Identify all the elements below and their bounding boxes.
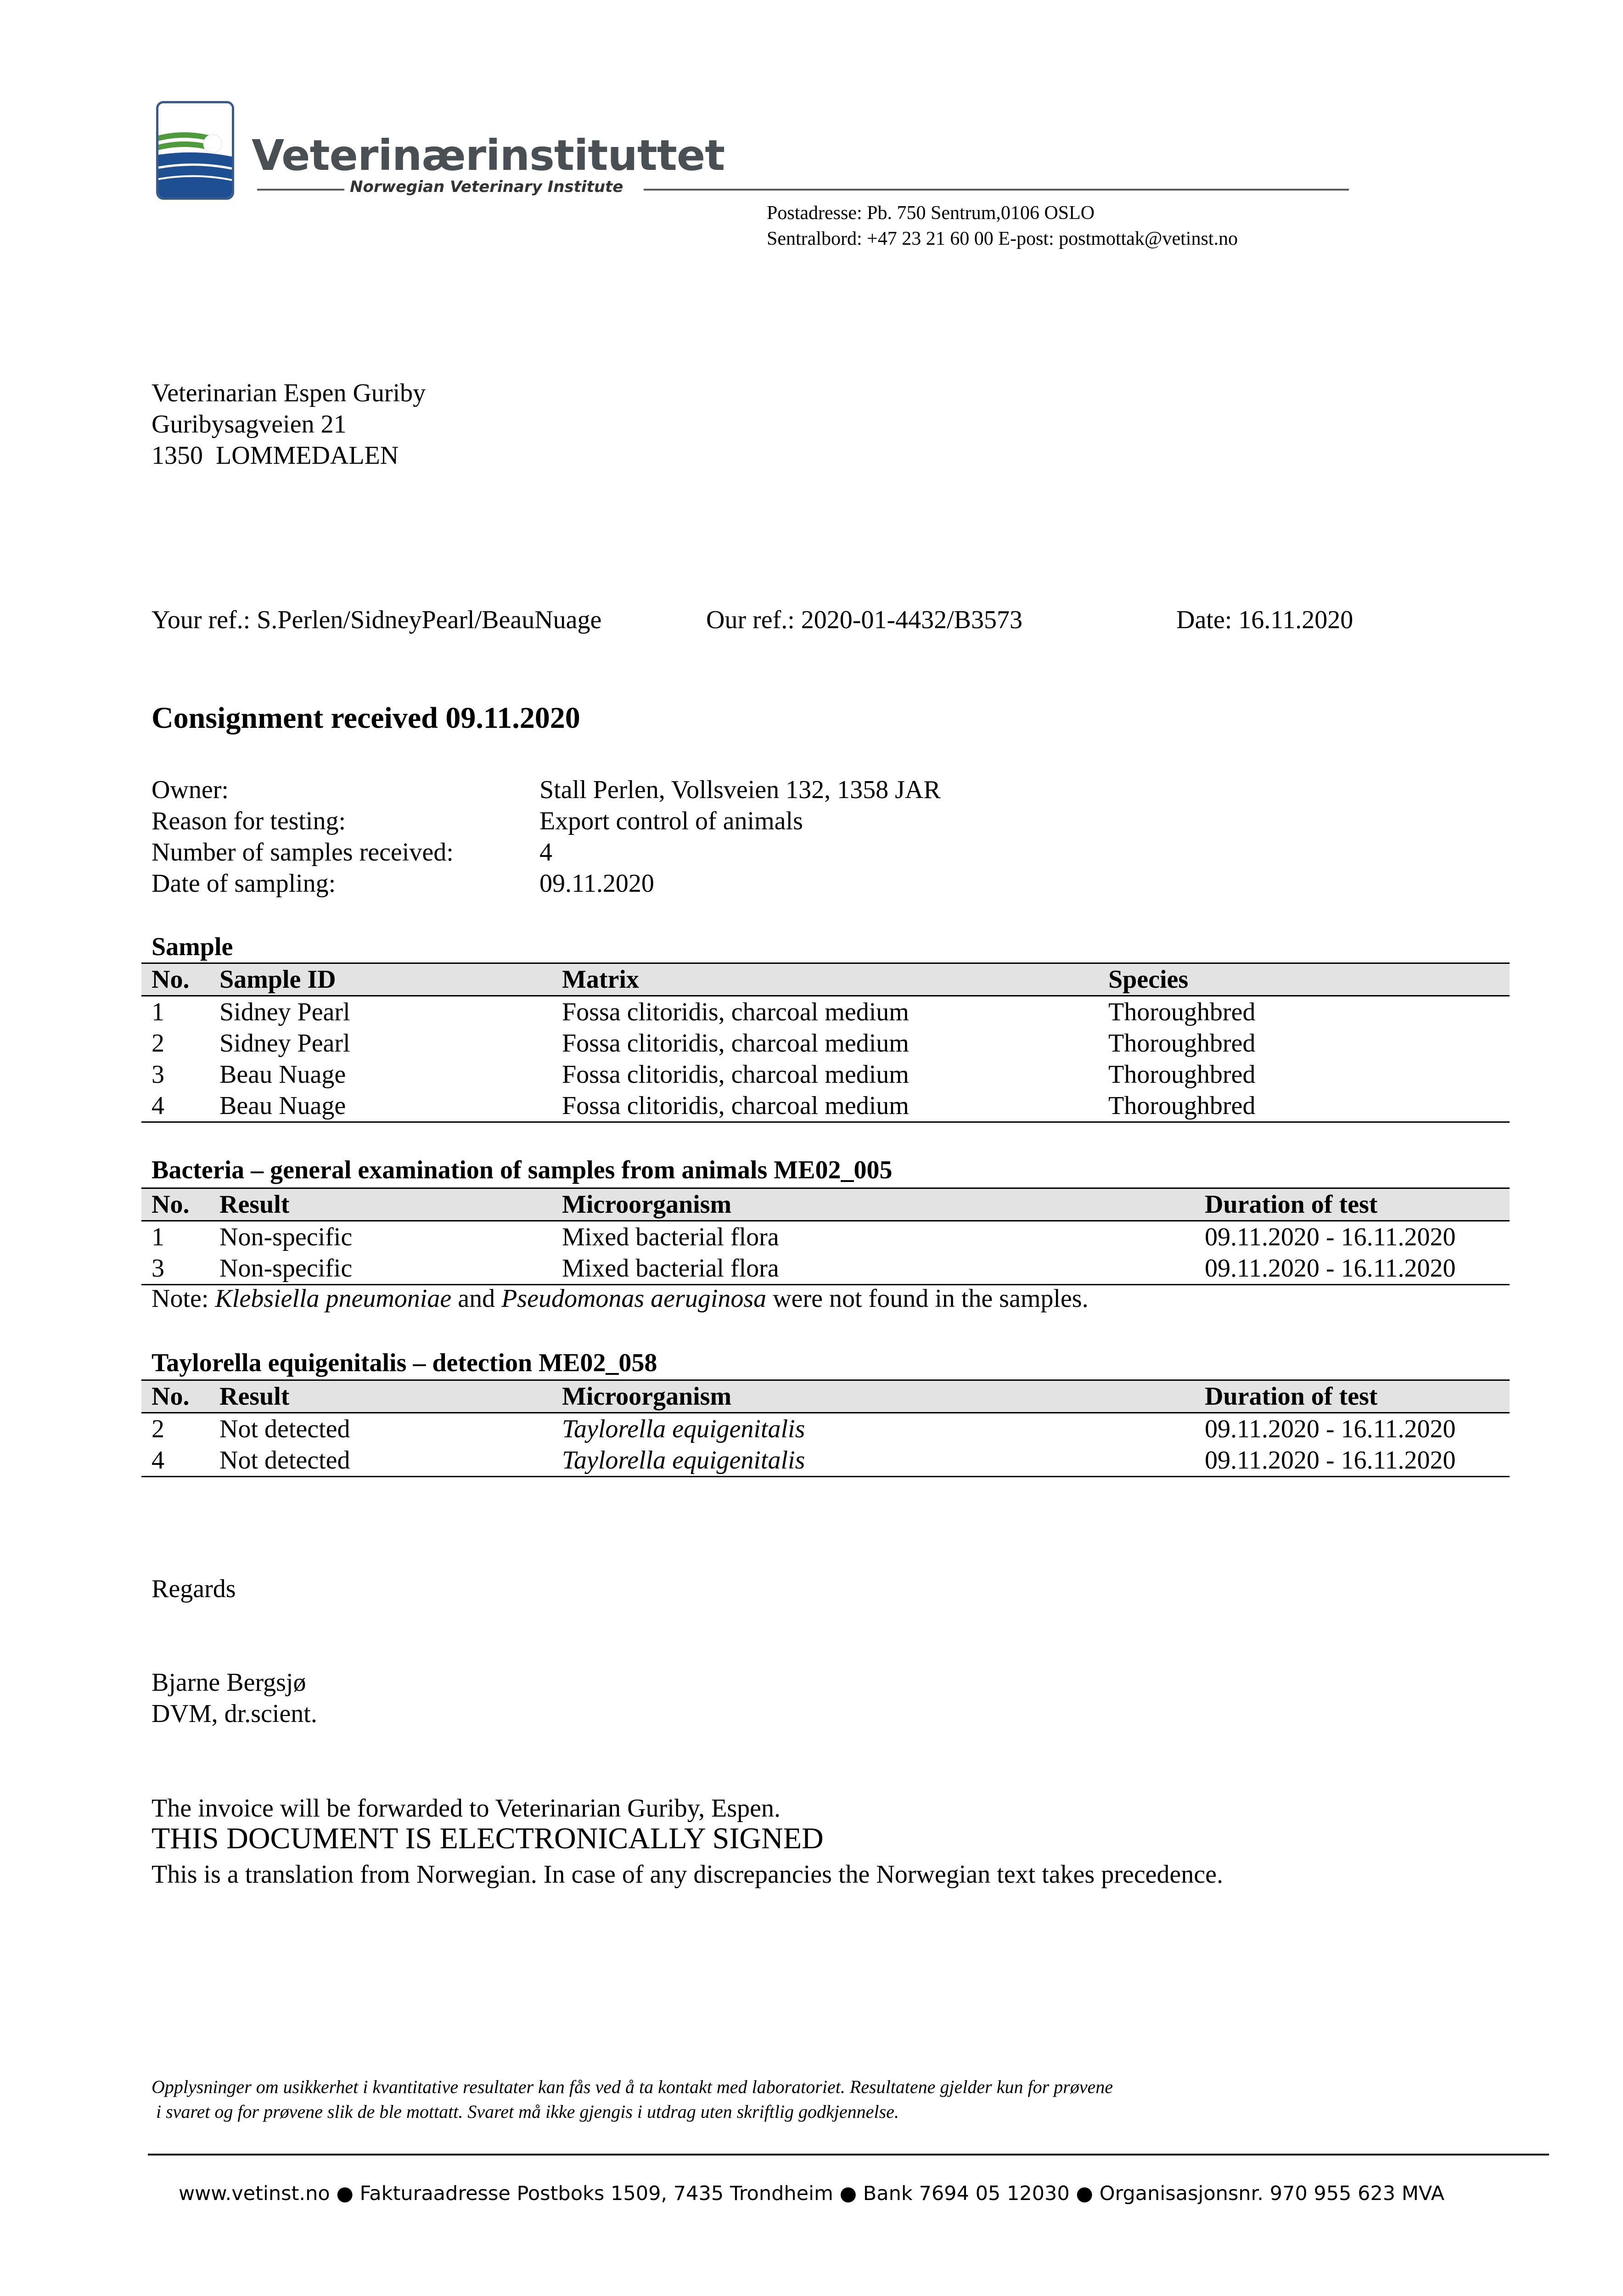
cell-no: 1 (152, 998, 164, 1026)
table-row (141, 1090, 1510, 1122)
document-date: Date: 16.11.2020 (1176, 606, 1353, 634)
switchboard-contact: Sentralbord: +47 23 21 60 00 E-post: postmottak@vetinst.no (767, 228, 1238, 249)
cell-species: Thoroughbred (1108, 1092, 1256, 1120)
cell-microorganism: Taylorella equigenitalis (562, 1446, 805, 1474)
disclaimer-line-2: i svaret og for prøvene slik de ble mottatt. Svaret må ikke gjengis i utdrag uten skriftlig godkjennelse. (152, 2101, 899, 2122)
cell-no: 1 (152, 1223, 164, 1251)
cell-sample-id: Beau Nuage (219, 1092, 346, 1120)
sample-section-title: Sample (152, 933, 233, 961)
owner-label: Owner: (152, 776, 229, 804)
regards: Regards (152, 1575, 236, 1603)
cell-matrix: Fossa clitoridis, charcoal medium (562, 1092, 909, 1120)
sampling-date-label: Date of sampling: (152, 869, 336, 898)
cell-species: Thoroughbred (1108, 1029, 1256, 1058)
cell-result: Not detected (219, 1415, 350, 1443)
cell-matrix: Fossa clitoridis, charcoal medium (562, 998, 909, 1026)
bacteria-section-title: Bacteria – general examination of samples from animals ME02_005 (152, 1156, 893, 1184)
footer-rule (148, 2154, 1549, 2155)
col-header-microorganism: Microorganism (552, 1188, 1195, 1221)
uncertainty-disclaimer (152, 2075, 1113, 2124)
col-header-duration: Duration of test (1195, 1188, 1510, 1221)
consignment-heading: Consignment received 09.11.2020 (152, 701, 580, 735)
bacteria-table (141, 1187, 1510, 1285)
cell-duration: 09.11.2020 - 16.11.2020 (1205, 1223, 1456, 1251)
recipient-street: Guribysagveien 21 (152, 410, 347, 439)
note-organism-1: Klebsiella pneumoniae (215, 1284, 452, 1313)
col-header-sample-id: Sample ID (209, 963, 552, 996)
sample-table (141, 962, 1510, 1123)
cell-duration: 09.11.2020 - 16.11.2020 (1205, 1415, 1456, 1443)
recipient-address (152, 377, 426, 471)
institute-logo (156, 101, 234, 200)
table-row (141, 996, 1510, 1028)
consignment-labels (152, 774, 454, 899)
cell-duration: 09.11.2020 - 16.11.2020 (1205, 1446, 1456, 1474)
cell-no: 2 (152, 1415, 164, 1443)
cell-matrix: Fossa clitoridis, charcoal medium (562, 1029, 909, 1058)
col-header-no: No. (141, 1188, 209, 1221)
footer-info: www.vetinst.no ● Fakturaadresse Postboks 1509, 7435 Trondheim ● Bank 7694 05 12030 ● Organisasjonsnr. 970 955 623 MVA (178, 2182, 1445, 2205)
table-row (141, 1221, 1510, 1253)
your-reference: Your ref.: S.Perlen/SidneyPearl/BeauNuage (152, 606, 602, 634)
our-reference: Our ref.: 2020-01-4432/B3573 (706, 606, 1023, 634)
owner-value: Stall Perlen, Vollsveien 132, 1358 JAR (539, 776, 941, 804)
signer-title: DVM, dr.scient. (152, 1699, 317, 1728)
cell-no: 2 (152, 1029, 164, 1058)
table-header-row (141, 1188, 1510, 1221)
disclaimer-line-1: Opplysninger om usikkerhet i kvantitative resultater kan fås ved å ta kontakt med laboratoriet. Resultatene gjelder kun for prøvene (152, 2077, 1113, 2097)
recipient-city: 1350 LOMMEDALEN (152, 441, 399, 470)
samples-count-value: 4 (539, 838, 552, 867)
note-prefix: Note: (152, 1284, 215, 1313)
translation-note: This is a translation from Norwegian. In case of any discrepancies the Norwegian text takes precedence. (152, 1860, 1223, 1889)
cell-species: Thoroughbred (1108, 998, 1256, 1026)
note-and: and (451, 1284, 502, 1313)
col-header-microorganism: Microorganism (552, 1380, 1195, 1413)
cell-result: Non-specific (219, 1223, 353, 1251)
logo-subtitle: Norwegian Veterinary Institute (350, 178, 623, 196)
table-row (141, 1028, 1510, 1059)
cell-no: 3 (152, 1060, 164, 1089)
taylorella-table (141, 1379, 1510, 1477)
electronic-signature-note: THIS DOCUMENT IS ELECTRONICALLY SIGNED (152, 1822, 824, 1855)
cell-result: Not detected (219, 1446, 350, 1474)
cell-result: Non-specific (219, 1254, 353, 1283)
signer-name: Bjarne Bergsjø (152, 1668, 306, 1697)
logo-rule (257, 189, 344, 191)
col-header-species: Species (1098, 963, 1510, 996)
cell-duration: 09.11.2020 - 16.11.2020 (1205, 1254, 1456, 1283)
consignment-values (539, 774, 941, 899)
note-suffix: were not found in the samples. (766, 1284, 1089, 1313)
invoice-note: The invoice will be forwarded to Veterinarian Guriby, Espen. (152, 1794, 781, 1823)
cell-microorganism: Taylorella equigenitalis (562, 1415, 805, 1443)
postal-address: Postadresse: Pb. 750 Sentrum,0106 OSLO (767, 203, 1095, 224)
table-header-row (141, 963, 1510, 996)
header-rule (644, 189, 1349, 191)
bacteria-note (152, 1283, 1089, 1314)
col-header-matrix: Matrix (552, 963, 1098, 996)
cell-species: Thoroughbred (1108, 1060, 1256, 1089)
table-row (141, 1445, 1510, 1477)
col-header-no: No. (141, 963, 209, 996)
reason-label: Reason for testing: (152, 807, 346, 835)
table-row (141, 1253, 1510, 1285)
sampling-date-value: 09.11.2020 (539, 869, 654, 898)
table-header-row (141, 1380, 1510, 1413)
col-header-result: Result (209, 1380, 552, 1413)
table-row (141, 1059, 1510, 1090)
cell-no: 3 (152, 1254, 164, 1283)
table-row (141, 1413, 1510, 1445)
cell-sample-id: Sidney Pearl (219, 998, 350, 1026)
cell-matrix: Fossa clitoridis, charcoal medium (562, 1060, 909, 1089)
recipient-name: Veterinarian Espen Guriby (152, 379, 426, 407)
cell-no: 4 (152, 1446, 164, 1474)
cell-microorganism: Mixed bacterial flora (562, 1223, 779, 1251)
taylorella-section-title: Taylorella equigenitalis – detection ME02_058 (152, 1349, 657, 1377)
cell-sample-id: Sidney Pearl (219, 1029, 350, 1058)
signer-block (152, 1667, 317, 1729)
col-header-result: Result (209, 1188, 552, 1221)
note-organism-2: Pseudomonas aeruginosa (501, 1284, 767, 1313)
samples-count-label: Number of samples received: (152, 838, 454, 867)
cell-sample-id: Beau Nuage (219, 1060, 346, 1089)
logo-emblem-icon (158, 103, 232, 197)
cell-no: 4 (152, 1092, 164, 1120)
logo-name: Veterinærinstituttet (252, 131, 725, 180)
col-header-no: No. (141, 1380, 209, 1413)
reason-value: Export control of animals (539, 807, 803, 835)
cell-microorganism: Mixed bacterial flora (562, 1254, 779, 1283)
col-header-duration: Duration of test (1195, 1380, 1510, 1413)
